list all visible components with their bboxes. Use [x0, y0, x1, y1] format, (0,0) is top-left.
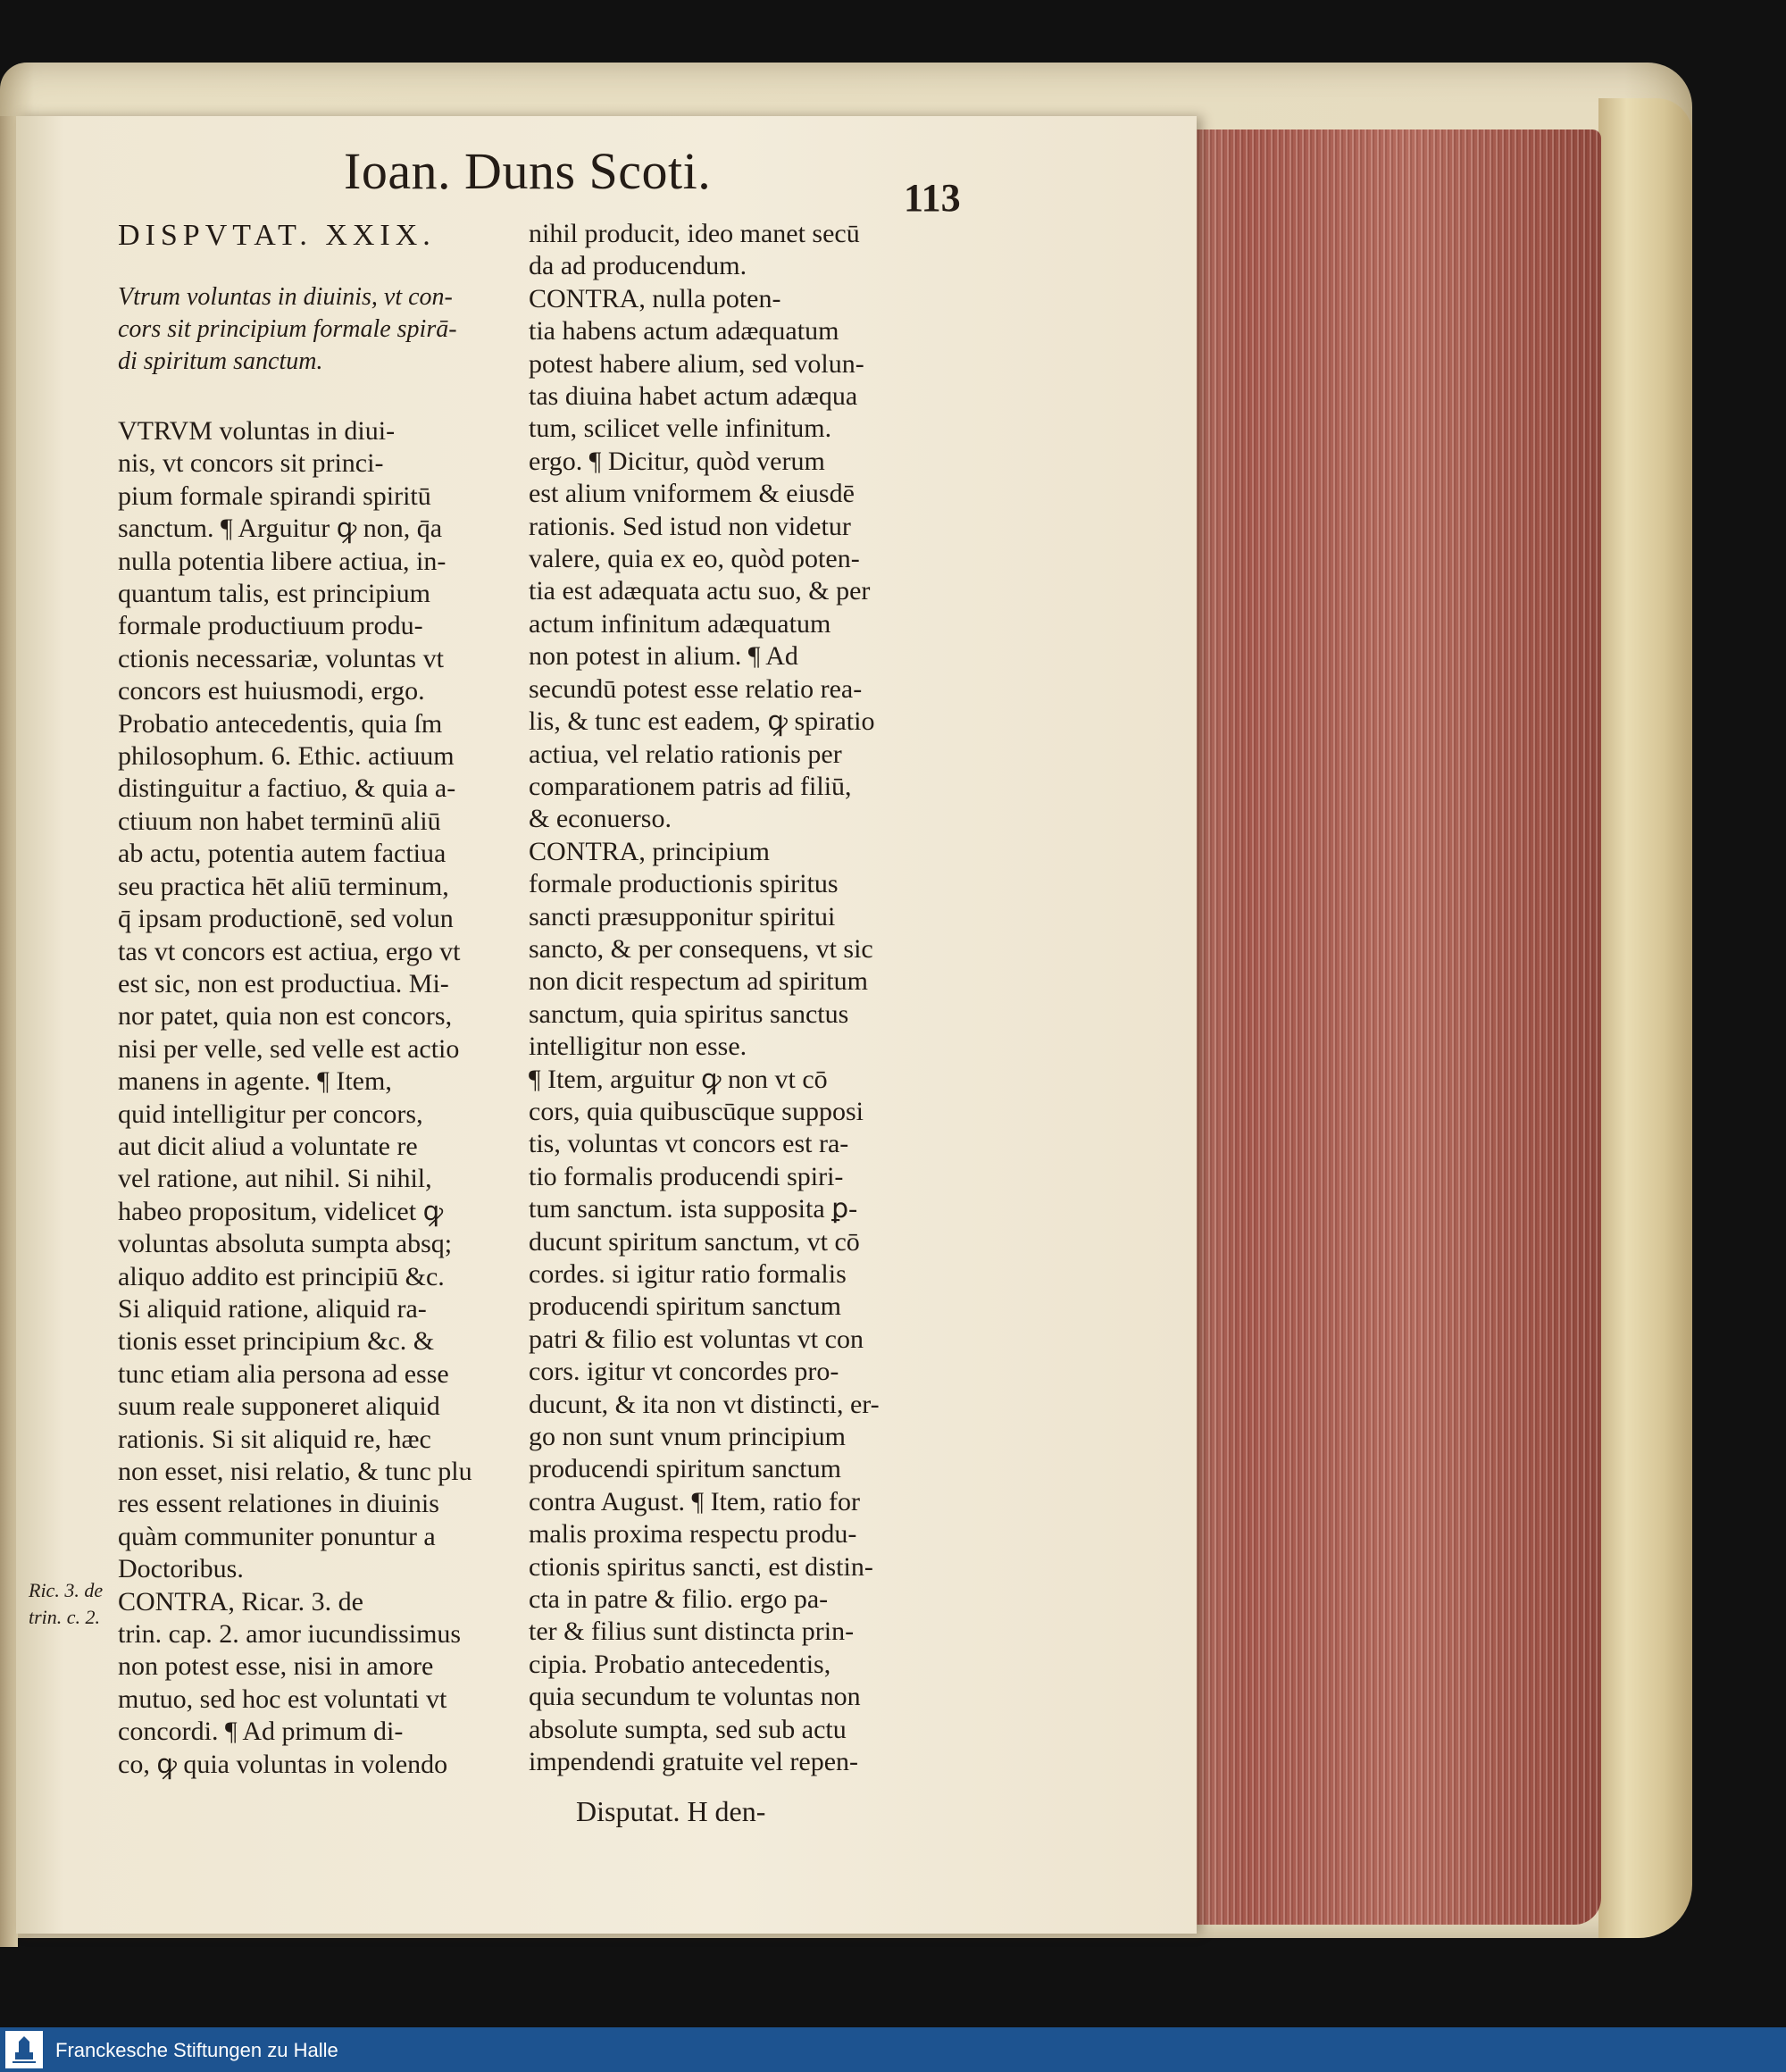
- text-line: lis, & tunc est eadem, ꝙ spiratio: [529, 706, 875, 737]
- text-line: suum reale supponeret aliquid: [118, 1391, 440, 1422]
- text-line: absolute sumpta, sed sub actu: [529, 1714, 847, 1744]
- text-line: nis, vt concors sit princi-: [118, 448, 384, 479]
- text-line: producendi spiritum sanctum: [529, 1291, 841, 1322]
- text-line: tia est adæquata actu suo, & per: [529, 576, 871, 606]
- text-line: trin. c. 2.: [29, 1606, 101, 1628]
- institution-name: Franckesche Stiftungen zu Halle: [55, 2039, 338, 2061]
- facing-page-edge: [0, 116, 18, 1947]
- catchword-line: Disputat. H den-: [576, 1795, 766, 1827]
- text-line: ctiuum non habet terminū aliū: [118, 806, 441, 836]
- text-line: rationis. Si sit aliquid re, hæc: [118, 1424, 431, 1454]
- text-line: Si aliquid ratione, aliquid ra-: [118, 1293, 427, 1324]
- question-summary: [118, 281, 457, 378]
- text-line: malis proxima respectu produ-: [529, 1519, 857, 1550]
- text-line: voluntas absoluta sumpta absq;: [118, 1229, 453, 1259]
- text-line: quàm communiter ponuntur a: [118, 1521, 436, 1551]
- text-line: pium formale spirandi spiritū: [118, 480, 431, 511]
- text-line: distinguitur a factiuo, & quia a-: [118, 773, 456, 804]
- text-line: concordi. ¶ Ad primum di-: [118, 1717, 404, 1747]
- summary-line: Vtrum voluntas in diuinis, vt con-: [118, 283, 453, 311]
- text-line: philosophum. 6. Ethic. actiuum: [118, 741, 455, 772]
- text-line: vel ratione, aut nihil. Si nihil,: [118, 1164, 432, 1194]
- text-line: da ad producendum.: [529, 251, 747, 281]
- text-line: CONTRA, nulla poten-: [529, 283, 781, 313]
- text-line: tio formalis producendi spiri-: [529, 1161, 844, 1191]
- text-line: est sic, non est productiua. Mi-: [118, 968, 449, 998]
- text-line: nor patet, quia non est concors,: [118, 1001, 453, 1032]
- summary-line: cors sit principium formale spirā-: [118, 315, 457, 343]
- text-line: cipia. Probatio antecedentis,: [529, 1649, 831, 1679]
- running-head: Ioan. Duns Scoti.: [344, 142, 712, 200]
- left-text-column: [118, 415, 472, 1781]
- summary-line: di spiritum sanctum.: [118, 347, 323, 375]
- disputation-heading: DISPVTAT. XXIX.: [118, 219, 436, 252]
- text-line: tis, voluntas vt concors est ra-: [529, 1129, 849, 1159]
- text-line: comparationem patris ad filiū,: [529, 771, 852, 801]
- text-line: formale productionis spiritus: [529, 869, 839, 899]
- text-line: intelligitur non esse.: [529, 1032, 747, 1062]
- text-line: non potest esse, nisi in amore: [118, 1651, 434, 1682]
- text-line: habeo propositum, videlicet ꝙ: [118, 1196, 444, 1226]
- text-line: nisi per velle, sed velle est actio: [118, 1033, 460, 1064]
- text-line: res essent relationes in diuinis: [118, 1489, 439, 1519]
- text-line: mutuo, sed hoc est voluntati vt: [118, 1684, 447, 1714]
- text-line: sanctum, quia spiritus sanctus: [529, 998, 849, 1029]
- text-line: ducunt spiritum sanctum, vt cō: [529, 1226, 860, 1257]
- text-line: ctionis spiritus sancti, est distin-: [529, 1551, 873, 1582]
- text-line: tas diuina habet actum adæqua: [529, 381, 858, 412]
- right-text-column: [529, 218, 880, 1779]
- text-line: sancto, & per consequens, vt sic: [529, 933, 873, 964]
- text-line: tionis esset principium &c. &: [118, 1326, 435, 1357]
- text-line: VTRVM voluntas in diui-: [118, 416, 396, 446]
- text-line: tum, scilicet velle infinitum.: [529, 414, 832, 444]
- text-line: tum sanctum. ista supposita ꝑ-: [529, 1194, 858, 1224]
- text-line: & econuerso.: [529, 804, 672, 834]
- text-line: sancti præsupponitur spiritui: [529, 901, 836, 932]
- text-line: Ric. 3. de: [29, 1579, 104, 1601]
- text-line: go non sunt vnum principium: [529, 1422, 846, 1452]
- text-line: nihil producit, ideo manet secū: [529, 219, 860, 248]
- text-line: impendendi gratuite vel repen-: [529, 1747, 859, 1777]
- text-line: rationis. Sed istud non videtur: [529, 511, 851, 541]
- text-line: cordes. si igitur ratio formalis: [529, 1259, 847, 1289]
- footer-bar: [0, 2027, 1786, 2072]
- text-line: ter & filius sunt distincta prin-: [529, 1617, 855, 1647]
- margin-note: [29, 1577, 103, 1631]
- text-line: quia secundum te voluntas non: [529, 1682, 861, 1712]
- text-line: ducunt, & ita non vt distincti, er-: [529, 1389, 880, 1419]
- text-line: aliquo addito est principiū &c.: [118, 1261, 445, 1291]
- text-line: ergo. ¶ Dicitur, quòd verum: [529, 446, 825, 476]
- text-line: tas vt concors est actiua, ergo vt: [118, 936, 461, 966]
- text-line: trin. cap. 2. amor iucundissimus: [118, 1619, 462, 1650]
- text-line: secundū potest esse relatio rea-: [529, 673, 863, 704]
- text-line: concors est huiusmodi, ergo.: [118, 676, 425, 706]
- text-line: non esset, nisi relatio, & tunc plu: [118, 1457, 472, 1486]
- text-line: potest habere alium, sed volun-: [529, 348, 864, 379]
- text-line: valere, quia ex eo, quòd poten-: [529, 544, 860, 574]
- text-line: cta in patre & filio. ergo pa-: [529, 1584, 829, 1615]
- text-line: quid intelligitur per concors,: [118, 1099, 423, 1129]
- text-line: co, ꝙ quia voluntas in volendo: [118, 1749, 448, 1779]
- text-line: CONTRA, principium: [529, 836, 770, 866]
- text-line: cors, quia quibuscūque supposi: [529, 1096, 864, 1126]
- text-line: nulla potentia libere actiua, in-: [118, 546, 446, 576]
- text-line: cors. igitur vt concordes pro-: [529, 1357, 839, 1387]
- text-line: ¶ Item, arguitur ꝙ non vt cō: [529, 1064, 828, 1094]
- page-number: 113: [904, 176, 961, 220]
- francke-foundation-logo-icon: [5, 2031, 43, 2068]
- text-line: seu practica hēt aliū terminum,: [118, 871, 449, 901]
- text-line: aut dicit aliud a voluntate re: [118, 1131, 418, 1161]
- text-line: ab actu, potentia autem factiua: [118, 839, 446, 869]
- text-line: CONTRA, Ricar. 3. de: [118, 1586, 363, 1617]
- text-line: non dicit respectum ad spiritum: [529, 966, 868, 997]
- vellum-cover-edge: [1598, 98, 1692, 1938]
- text-line: tia habens actum adæquatum: [529, 316, 839, 347]
- text-line: non potest in alium. ¶ Ad: [529, 641, 798, 672]
- text-line: quantum talis, est principium: [118, 579, 430, 609]
- text-line: sanctum. ¶ Arguitur ꝙ non, q̄a: [118, 514, 443, 544]
- red-page-edges: [1177, 130, 1601, 1925]
- text-line: actiua, vel relatio rationis per: [529, 739, 842, 769]
- text-line: est alium vniformem & eiusdē: [529, 479, 855, 509]
- text-line: contra August. ¶ Item, ratio for: [529, 1486, 861, 1516]
- text-line: tunc etiam alia persona ad esse: [118, 1358, 449, 1389]
- text-line: manens in agente. ¶ Item,: [118, 1066, 392, 1097]
- text-line: formale productiuum produ-: [118, 611, 423, 641]
- text-line: Probatio antecedentis, quia ſm: [118, 708, 443, 739]
- text-line: patri & filio est voluntas vt con: [529, 1324, 864, 1354]
- text-line: ctionis necessariæ, voluntas vt: [118, 643, 444, 673]
- text-line: producendi spiritum sanctum: [529, 1454, 841, 1484]
- text-line: actum infinitum adæquatum: [529, 608, 831, 639]
- text-line: Doctoribus.: [118, 1554, 244, 1584]
- text-line: q̄ ipsam productionē, sed volun: [118, 904, 454, 934]
